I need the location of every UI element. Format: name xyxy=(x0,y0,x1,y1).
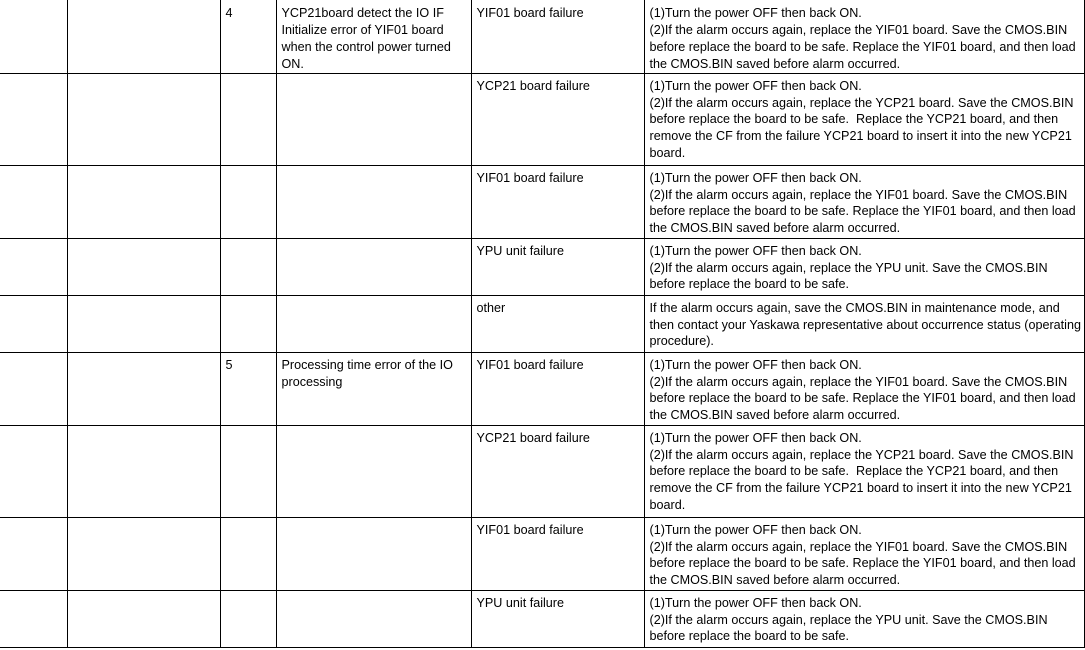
table-row xyxy=(0,295,1084,352)
detail-cell xyxy=(276,517,471,590)
alarm-number-cell xyxy=(0,352,67,425)
blank-column-cell xyxy=(67,238,220,295)
remedy-cell: (1)Turn the power OFF then back ON. (2)If the alarm occurs again, replace the YCP21 board. Save the CMOS.BIN before replace the board to be safe. Replace the YCP21 board, and then remove the CF from the failure YCP21 board to insert it into the new YCP21 board. xyxy=(644,425,1084,517)
sub-code-cell xyxy=(220,73,276,165)
alarm-number-cell xyxy=(0,517,67,590)
detail-cell xyxy=(276,590,471,647)
sub-code-cell xyxy=(220,590,276,647)
table-row xyxy=(0,425,1084,517)
sub-code-cell xyxy=(220,238,276,295)
blank-column-cell xyxy=(67,73,220,165)
detail-cell xyxy=(276,295,471,352)
remedy-cell: (1)Turn the power OFF then back ON. (2)If the alarm occurs again, replace the YCP21 board. Save the CMOS.BIN before replace the board to be safe. Replace the YCP21 board, and then remove the CF from the failure YCP21 board to insert it into the new YCP21 board. xyxy=(644,73,1084,165)
detail-cell xyxy=(276,238,471,295)
remedy-cell: (1)Turn the power OFF then back ON. (2)If the alarm occurs again, replace the YPU unit. Save the CMOS.BIN before replace the board to be safe. xyxy=(644,590,1084,647)
alarm-number-cell xyxy=(0,165,67,238)
remedy-cell: (1)Turn the power OFF then back ON. (2)If the alarm occurs again, replace the YIF01 board. Save the CMOS.BIN before replace the board to be safe. Replace the YIF01 board, and then load the CMOS.BIN saved before alarm occurred. xyxy=(644,165,1084,238)
table-row xyxy=(0,517,1084,590)
alarm-number-cell xyxy=(0,73,67,165)
blank-column-cell xyxy=(67,352,220,425)
alarm-number-cell xyxy=(0,425,67,517)
cause-cell: YCP21 board failure xyxy=(471,425,644,517)
alarm-number-cell xyxy=(0,295,67,352)
remedy-cell: (1)Turn the power OFF then back ON. (2)If the alarm occurs again, replace the YIF01 board. Save the CMOS.BIN before replace the board to be safe. Replace the YIF01 board, and then load the CMOS.BIN saved before alarm occurred. xyxy=(644,517,1084,590)
alarm-number-cell xyxy=(0,0,67,73)
remedy-cell: (1)Turn the power OFF then back ON. (2)If the alarm occurs again, replace the YIF01 board. Save the CMOS.BIN before replace the board to be safe. Replace the YIF01 board, and then load the CMOS.BIN saved before alarm occurred. xyxy=(644,352,1084,425)
table-row xyxy=(0,590,1084,647)
cause-cell: other xyxy=(471,295,644,352)
detail-cell: Processing time error of the IO processing xyxy=(276,352,471,425)
blank-column-cell xyxy=(67,295,220,352)
remedy-cell: If the alarm occurs again, save the CMOS.BIN in maintenance mode, and then contact your Yaskawa representative about occurrence status (operating procedure). xyxy=(644,295,1084,352)
blank-column-cell xyxy=(67,590,220,647)
sub-code-cell xyxy=(220,165,276,238)
cause-cell: YCP21 board failure xyxy=(471,73,644,165)
detail-cell xyxy=(276,73,471,165)
sub-code-cell xyxy=(220,517,276,590)
alarm-number-cell xyxy=(0,238,67,295)
remedy-cell: (1)Turn the power OFF then back ON. (2)If the alarm occurs again, replace the YIF01 board. Save the CMOS.BIN before replace the board to be safe. Replace the YIF01 board, and then load the CMOS.BIN saved before alarm occurred. xyxy=(644,0,1084,73)
cause-cell: YIF01 board failure xyxy=(471,517,644,590)
detail-cell: YCP21board detect the IO IF Initialize error of YIF01 board when the control power turned ON. xyxy=(276,0,471,73)
cause-cell: YIF01 board failure xyxy=(471,165,644,238)
table-row xyxy=(0,73,1084,165)
detail-cell xyxy=(276,165,471,238)
detail-cell xyxy=(276,425,471,517)
alarm-number-cell xyxy=(0,590,67,647)
table-row xyxy=(0,165,1084,238)
sub-code-cell: 5 xyxy=(220,352,276,425)
table-row xyxy=(0,238,1084,295)
blank-column-cell xyxy=(67,0,220,73)
cause-cell: YIF01 board failure xyxy=(471,0,644,73)
table-row xyxy=(0,352,1084,425)
blank-column-cell xyxy=(67,165,220,238)
blank-column-cell xyxy=(67,517,220,590)
cause-cell: YPU unit failure xyxy=(471,590,644,647)
blank-column-cell xyxy=(67,425,220,517)
remedy-cell: (1)Turn the power OFF then back ON. (2)If the alarm occurs again, replace the YPU unit. Save the CMOS.BIN before replace the board to be safe. xyxy=(644,238,1084,295)
cause-cell: YIF01 board failure xyxy=(471,352,644,425)
table-row xyxy=(0,0,1084,73)
sub-code-cell: 4 xyxy=(220,0,276,73)
sub-code-cell xyxy=(220,425,276,517)
sub-code-cell xyxy=(220,295,276,352)
cause-cell: YPU unit failure xyxy=(471,238,644,295)
